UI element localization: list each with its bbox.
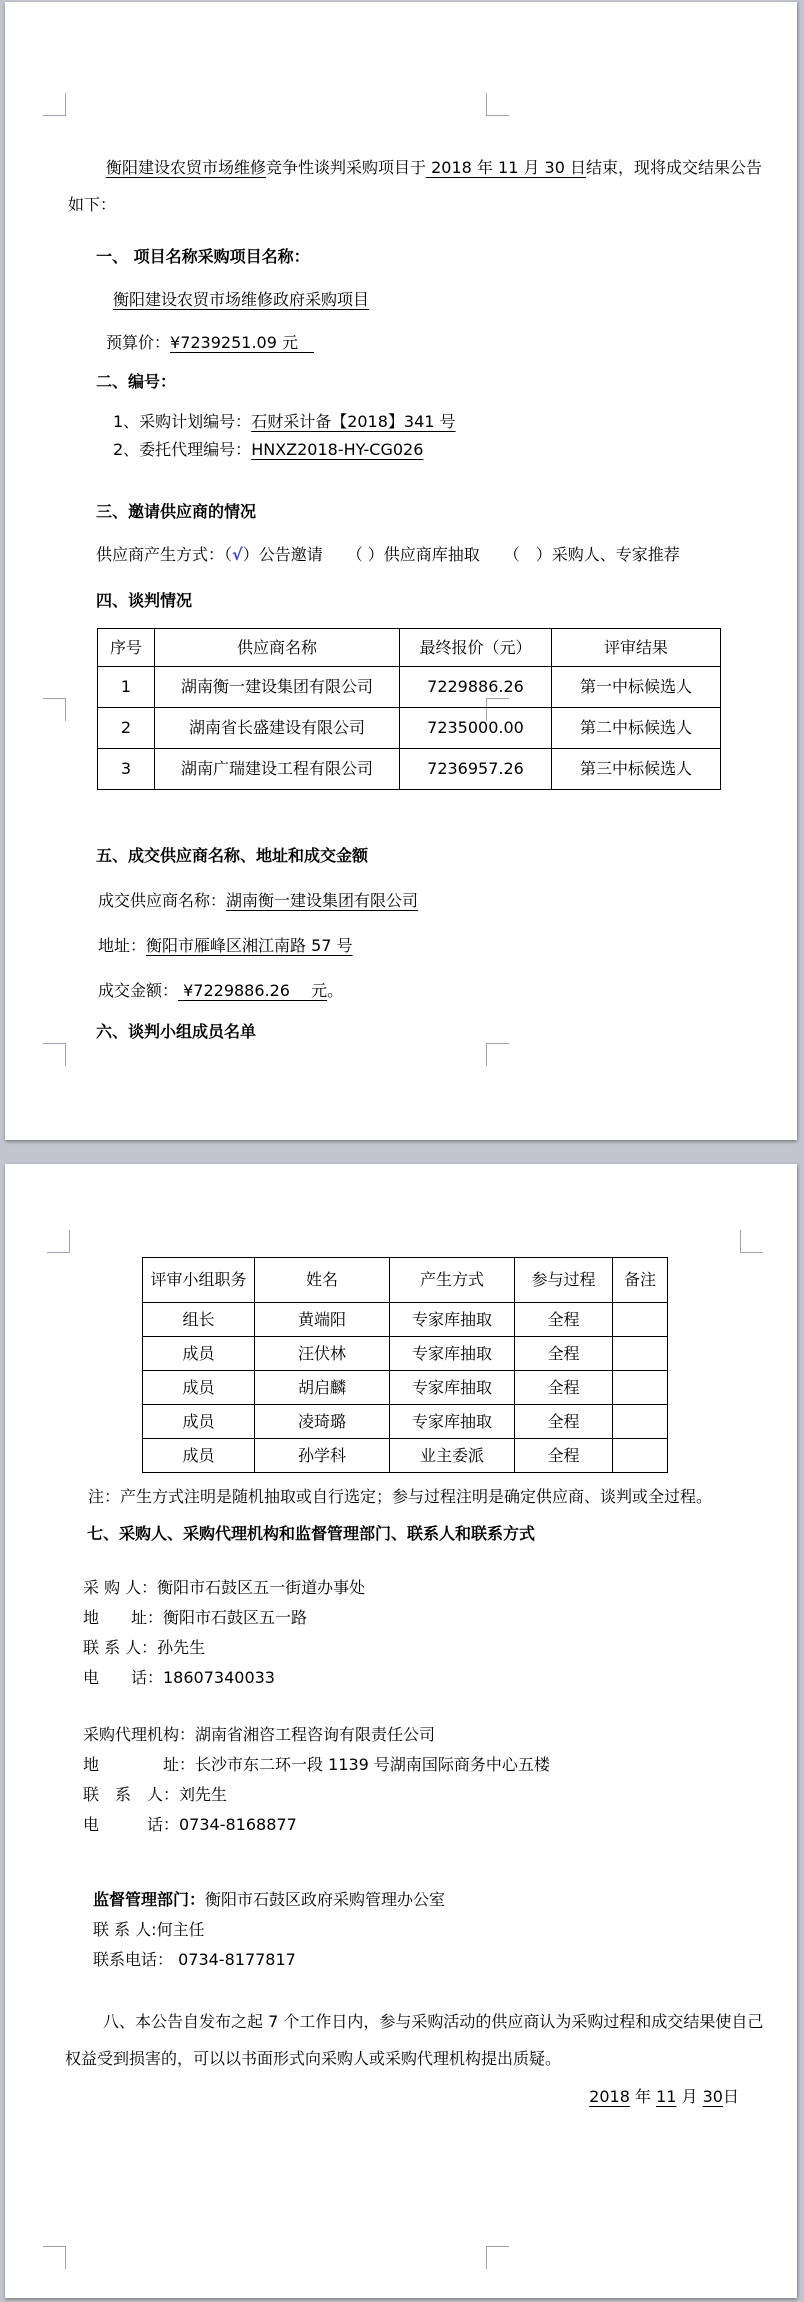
col-price: 最终报价（元）	[400, 629, 552, 667]
cell-name: 汪伏林	[255, 1337, 390, 1371]
cell-name: 凌琦璐	[255, 1405, 390, 1439]
supervisor-value: 衡阳市石鼓区政府采购管理办公室	[205, 1890, 446, 1909]
cell-supplier: 湖南广瑞建设工程有限公司	[155, 749, 400, 790]
purchaser-block	[83, 1573, 764, 1693]
text-boundary-mark	[486, 1043, 509, 1066]
col-result: 评审结果	[552, 629, 721, 667]
deal-amount-tail: 。	[327, 981, 344, 1000]
plan-number-label: 1、采购计划编号：	[113, 412, 252, 431]
col-name: 姓名	[255, 1258, 390, 1303]
cell-method: 专家库抽取	[390, 1337, 515, 1371]
budget-label: 预算价：	[106, 333, 171, 352]
agency-phone-line: 电 话：0734-8168877	[83, 1815, 297, 1834]
purchaser-contact-line: 联 系 人：孙先生	[83, 1638, 206, 1657]
cell-seq: 2	[98, 708, 155, 749]
method-label: 供应商产生方式：（	[96, 545, 233, 564]
table-row	[98, 667, 721, 708]
date-day-unit: 日	[722, 2087, 739, 2106]
page-2-content	[65, 1164, 764, 2109]
cell-price: 7229886.26	[400, 667, 552, 708]
winner-name-value: 湖南衡一建设集团有限公司	[226, 891, 419, 910]
date-month-unit: 月	[676, 2087, 703, 2106]
table-row	[143, 1405, 668, 1439]
agency-contact-line: 联 系 人：刘先生	[83, 1785, 228, 1804]
plan-number-value: 石财采计备【2018】341 号	[251, 412, 456, 431]
page-2	[5, 1164, 797, 2298]
page-break-gap	[0, 1140, 804, 1164]
method-options: ）公告邀请 （ ）供应商库抽取 （ ）采购人、专家推荐	[242, 545, 680, 564]
intro-paragraph	[68, 149, 764, 223]
date-year-unit: 年	[629, 2087, 657, 2106]
section-3-heading: 三、邀请供应商的情况	[96, 502, 257, 521]
winner-address-label: 地址：	[98, 936, 147, 955]
table-note: 注：产生方式注明是随机抽取或自行选定；参与过程注明是确定供应商、谈判或全过程。	[88, 1487, 713, 1506]
winner-name-line	[98, 889, 764, 913]
cell-method: 专家库抽取	[390, 1405, 515, 1439]
panel-members-table	[142, 1257, 668, 1473]
winner-address-line	[98, 934, 764, 958]
cell-name: 孙学科	[255, 1439, 390, 1473]
cell-seq: 1	[98, 667, 155, 708]
plan-number-line	[113, 408, 764, 436]
cell-supplier: 湖南省长盛建设有限公司	[155, 708, 400, 749]
purchaser-line: 采 购 人：衡阳市石鼓区五一街道办事处	[83, 1578, 366, 1597]
section-5-heading: 五、成交供应商名称、地址和成交金额	[96, 846, 369, 865]
cell-method: 专家库抽取	[390, 1303, 515, 1337]
intro-text-tail: 结束，现将成交结果公告如下：	[68, 158, 763, 214]
cell-process: 全程	[515, 1405, 613, 1439]
cell-process: 全程	[515, 1371, 613, 1405]
project-title-underlined: 衡阳建设农贸市场维修	[106, 158, 267, 177]
table-header-row	[143, 1258, 668, 1303]
purchaser-address-line: 地 址：衡阳市石鼓区五一路	[83, 1608, 308, 1627]
cell-remark	[613, 1371, 668, 1405]
budget-line	[106, 331, 764, 355]
cell-method: 专家库抽取	[390, 1371, 515, 1405]
date-month: 11	[656, 2087, 677, 2106]
cell-remark	[613, 1337, 668, 1371]
cell-price: 7236957.26	[400, 749, 552, 790]
cell-result: 第二中标候选人	[552, 708, 721, 749]
table-row	[98, 749, 721, 790]
table-row	[98, 708, 721, 749]
cell-role: 组长	[143, 1303, 255, 1337]
cell-process: 全程	[515, 1439, 613, 1473]
table-row	[143, 1439, 668, 1473]
agency-address-line: 地 址：长沙市东二环一段 1139 号湖南国际商务中心五楼	[83, 1755, 550, 1774]
section-1-heading: 一、 项目名称采购项目名称：	[96, 247, 310, 266]
cell-role: 成员	[143, 1405, 255, 1439]
end-date-underlined: 2018 年 11 月 30 日	[426, 158, 586, 177]
supervisor-contact-line: 联 系 人:何主任	[93, 1920, 205, 1939]
deal-amount-value: ¥7229886.26 元	[178, 981, 328, 1000]
text-boundary-mark	[486, 2246, 509, 2269]
cell-process: 全程	[515, 1303, 613, 1337]
supplier-method-line	[96, 543, 764, 567]
publish-date	[65, 2085, 739, 2109]
budget-value: ¥7239251.09 元	[170, 333, 314, 352]
section-4-heading: 四、谈判情况	[96, 591, 193, 610]
table-row	[143, 1337, 668, 1371]
text-boundary-mark	[43, 1043, 66, 1066]
col-method: 产生方式	[390, 1258, 515, 1303]
winner-address-value: 衡阳市雁峰区湘江南路 57 号	[146, 936, 353, 955]
cell-result: 第三中标候选人	[552, 749, 721, 790]
checkmark-icon: √	[232, 545, 243, 564]
cell-seq: 3	[98, 749, 155, 790]
winner-name-label: 成交供应商名称：	[98, 891, 227, 910]
section-2-heading: 二、编号：	[96, 372, 177, 391]
col-seq: 序号	[98, 629, 155, 667]
page-1	[5, 2, 797, 1140]
purchaser-phone-line: 电 话：18607340033	[83, 1668, 275, 1687]
number-lines	[113, 408, 764, 464]
section-6-heading: 六、谈判小组成员名单	[96, 1022, 257, 1041]
supervisor-label: 监督管理部门：	[93, 1890, 206, 1909]
cell-process: 全程	[515, 1337, 613, 1371]
cell-method: 业主委派	[390, 1439, 515, 1473]
text-boundary-mark	[43, 93, 66, 116]
cell-remark	[613, 1439, 668, 1473]
table-header-row	[98, 629, 721, 667]
cell-name: 胡启麟	[255, 1371, 390, 1405]
cell-price: 7235000.00	[400, 708, 552, 749]
cell-role: 成员	[143, 1371, 255, 1405]
text-boundary-mark	[43, 698, 66, 721]
text-boundary-mark	[43, 2246, 66, 2269]
cell-remark	[613, 1303, 668, 1337]
section-7-heading: 七、采购人、采购代理机构和监督管理部门、联系人和联系方式	[87, 1524, 536, 1543]
intro-text: 竞争性谈判采购项目于	[266, 158, 427, 177]
cell-role: 成员	[143, 1337, 255, 1371]
agent-number-value: HNXZ2018-HY-CG026	[251, 440, 424, 459]
cell-supplier: 湖南衡一建设集团有限公司	[155, 667, 400, 708]
supervisor-line	[93, 1885, 764, 1915]
cell-role: 成员	[143, 1439, 255, 1473]
project-name-line	[113, 288, 764, 312]
col-supplier: 供应商名称	[155, 629, 400, 667]
cell-result: 第一中标候选人	[552, 667, 721, 708]
date-year: 2018	[589, 2087, 630, 2106]
table-row	[143, 1303, 668, 1337]
section-8-paragraph: 八、本公告自发布之起 7 个工作日内，参与采购活动的供应商认为采购过程和成交结果使自己权益受到损害的，可以以书面形式向采购人或采购代理机构提出质疑。	[65, 2012, 764, 2068]
col-process: 参与过程	[515, 1258, 613, 1303]
agent-number-line	[113, 436, 764, 464]
supervisor-phone-line: 联系电话： 0734-8177817	[93, 1950, 296, 1969]
agency-block	[83, 1720, 764, 1840]
date-day: 30	[702, 2087, 723, 2106]
cell-remark	[613, 1405, 668, 1439]
page-1-content	[68, 2, 764, 1044]
col-role: 评审小组职务	[143, 1258, 255, 1303]
cell-name: 黄端阳	[255, 1303, 390, 1337]
supervisor-block	[93, 1885, 764, 1975]
deal-amount-line	[98, 979, 764, 1003]
deal-amount-label: 成交金额：	[98, 981, 179, 1000]
project-name: 衡阳建设农贸市场维修政府采购项目	[113, 290, 370, 309]
table-row	[143, 1371, 668, 1405]
agent-number-label: 2、委托代理编号：	[113, 440, 252, 459]
agency-line: 采购代理机构：湖南省湘咨工程咨询有限责任公司	[83, 1725, 436, 1744]
col-remark: 备注	[613, 1258, 668, 1303]
negotiation-table	[97, 628, 721, 790]
